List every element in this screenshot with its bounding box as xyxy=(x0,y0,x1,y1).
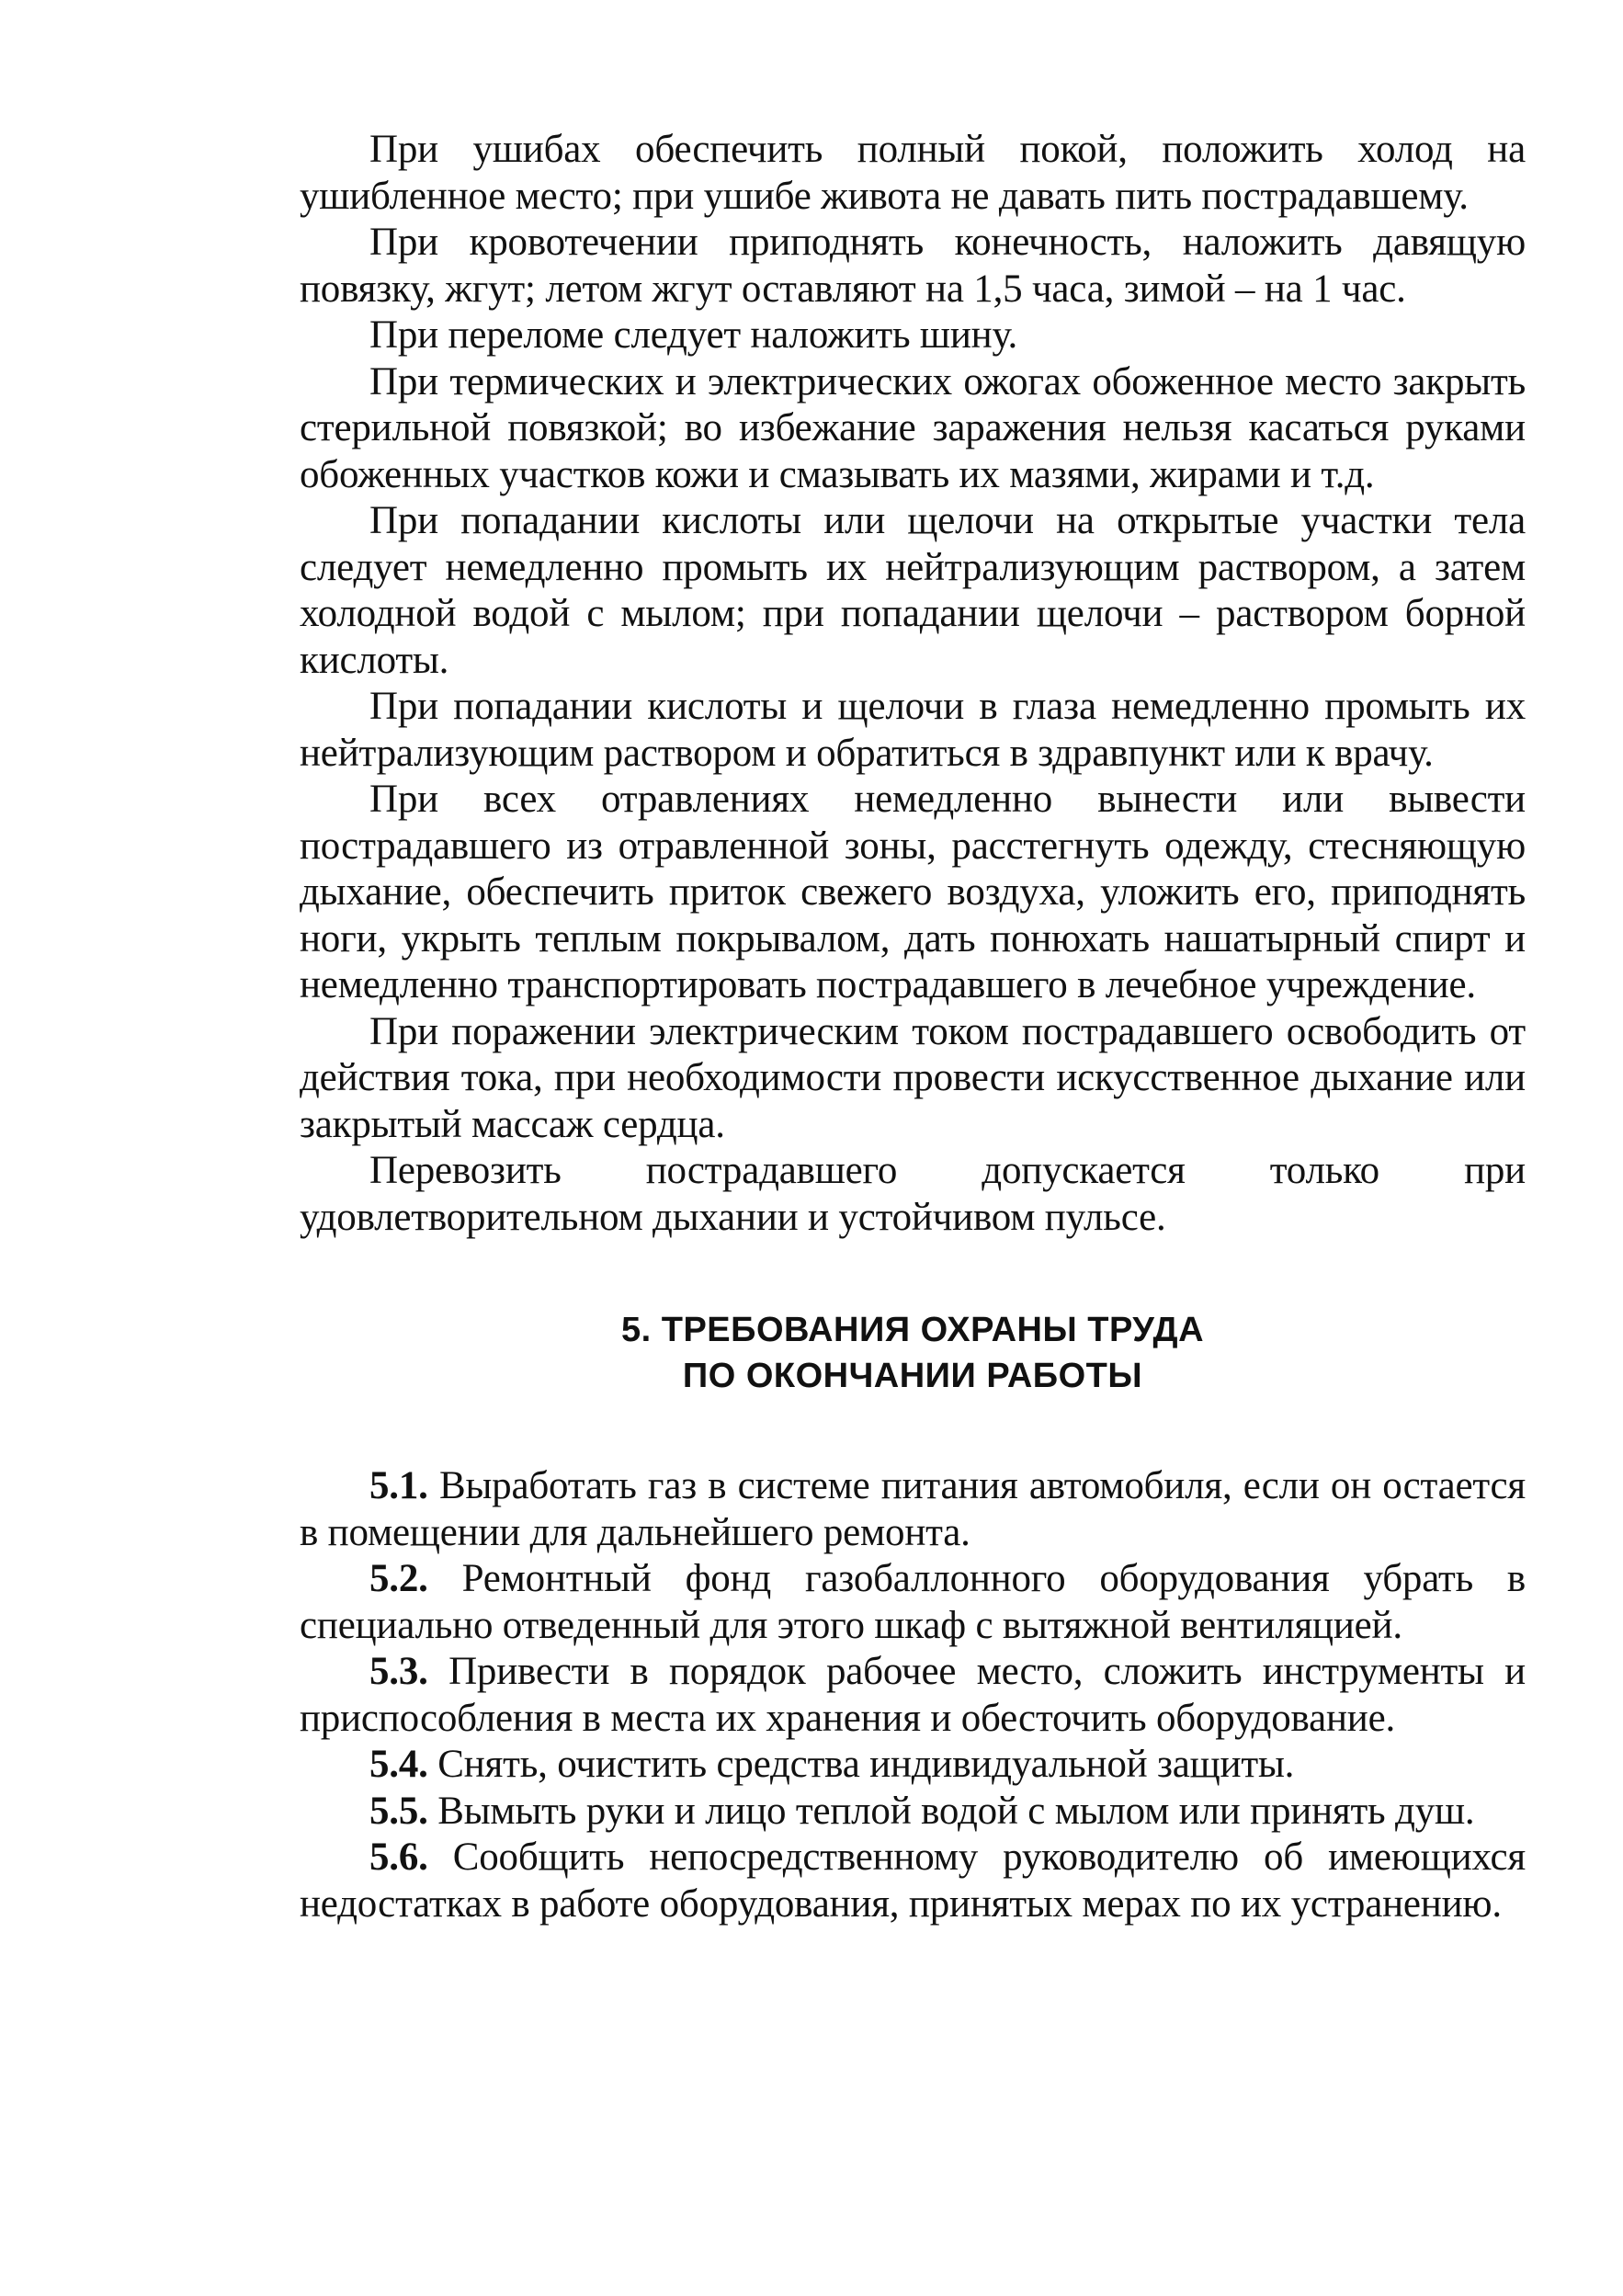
section-heading-line-2: ПО ОКОНЧАНИИ РАБОТЫ xyxy=(682,1357,1143,1395)
item-text: Выработать газ в системе питания автомобиля, если он остается в помещении для дальнейшего ремонта. xyxy=(300,1464,1526,1554)
paragraph-transport: Перевозить пострадавшего допускается только при удовлетворительном дыхании и устойчивом пульсе. xyxy=(300,1149,1526,1239)
list-item xyxy=(300,1835,1526,1927)
item-number: 5.6. xyxy=(369,1836,428,1879)
paragraph-burns: При термических и электрических ожогах обоженное место закрыть стерильной повязкой; во избежание заражения нельзя касаться руками обоженных участков кожи и смазывать их мазями, жирами и т.д. xyxy=(300,359,1526,496)
paragraph-acid-eyes: При попадании кислоты и щелочи в глаза немедленно промыть их нейтрализующим раствором и обратиться в здравпункт или к врачу. xyxy=(300,685,1526,775)
section-heading xyxy=(300,1307,1526,1399)
item-number: 5.5. xyxy=(369,1789,428,1833)
item-number: 5.4. xyxy=(369,1743,428,1786)
list-item xyxy=(300,1789,1526,1836)
list-item xyxy=(300,1556,1526,1649)
item-number: 5.1. xyxy=(369,1464,428,1507)
paragraph-bruises: При ушибах обеспечить полный покой, положить холод на ушибленное место; при ушибе живота не давать пить пострадавшему. xyxy=(300,128,1526,218)
paragraph-bleeding: При кровотечении приподнять конечность, наложить давящую повязку, жгут; летом жгут оставляют на 1,5 часа, зимой – на 1 час. xyxy=(300,221,1526,311)
item-text: Снять, очистить средства индивидуальной защиты. xyxy=(437,1743,1295,1786)
list-item xyxy=(300,1649,1526,1742)
item-text: Ремонтный фонд газобаллонного оборудования убрать в специально отведенный для этого шкаф с вытяжной вентиляцией. xyxy=(300,1557,1526,1647)
item-text: Сообщить непосредственному руководителю об имеющихся недостатках в работе оборудования, принятых мерах по их устранению. xyxy=(300,1836,1526,1926)
item-text: Привести в порядок рабочее место, сложить инструменты и приспособления в места их хранения и обесточить оборудование. xyxy=(300,1650,1526,1740)
item-number: 5.3. xyxy=(369,1650,428,1693)
list-item xyxy=(300,1742,1526,1789)
item-text: Вымыть руки и лицо теплой водой с мылом или принять душ. xyxy=(437,1789,1475,1833)
paragraph-electric-shock: При поражении электрическим током пострадавшего освободить от действия тока, при необходимости провести искусственное дыхание или закрытый массаж сердца. xyxy=(300,1009,1526,1146)
paragraph-poisoning: При всех отравлениях немедленно вынести или вывести пострадавшего из отравленной зоны, расстегнуть одежду, стесняющую дыхание, обеспечить приток свежего воздуха, уложить его, приподнять ноги, укрыть теплым покрывалом, дать понюхать нашатырный спирт и немедленно транспортировать пострадавшего в лечебное учреждение. xyxy=(300,778,1526,1006)
list-item xyxy=(300,1463,1526,1556)
section-heading-line-1: 5. ТРЕБОВАНИЯ ОХРАНЫ ТРУДА xyxy=(620,1311,1205,1349)
item-number: 5.2. xyxy=(369,1557,428,1600)
paragraph-fracture: При переломе следует наложить шину. xyxy=(369,313,1017,357)
paragraph-acid-skin: При попадании кислоты или щелочи на открытые участки тела следует немедленно промыть их нейтрализующим раствором, а затем холодной водой с мылом; при попадании щелочи – раствором борной кислоты. xyxy=(300,499,1526,682)
document-body xyxy=(300,127,1526,1927)
